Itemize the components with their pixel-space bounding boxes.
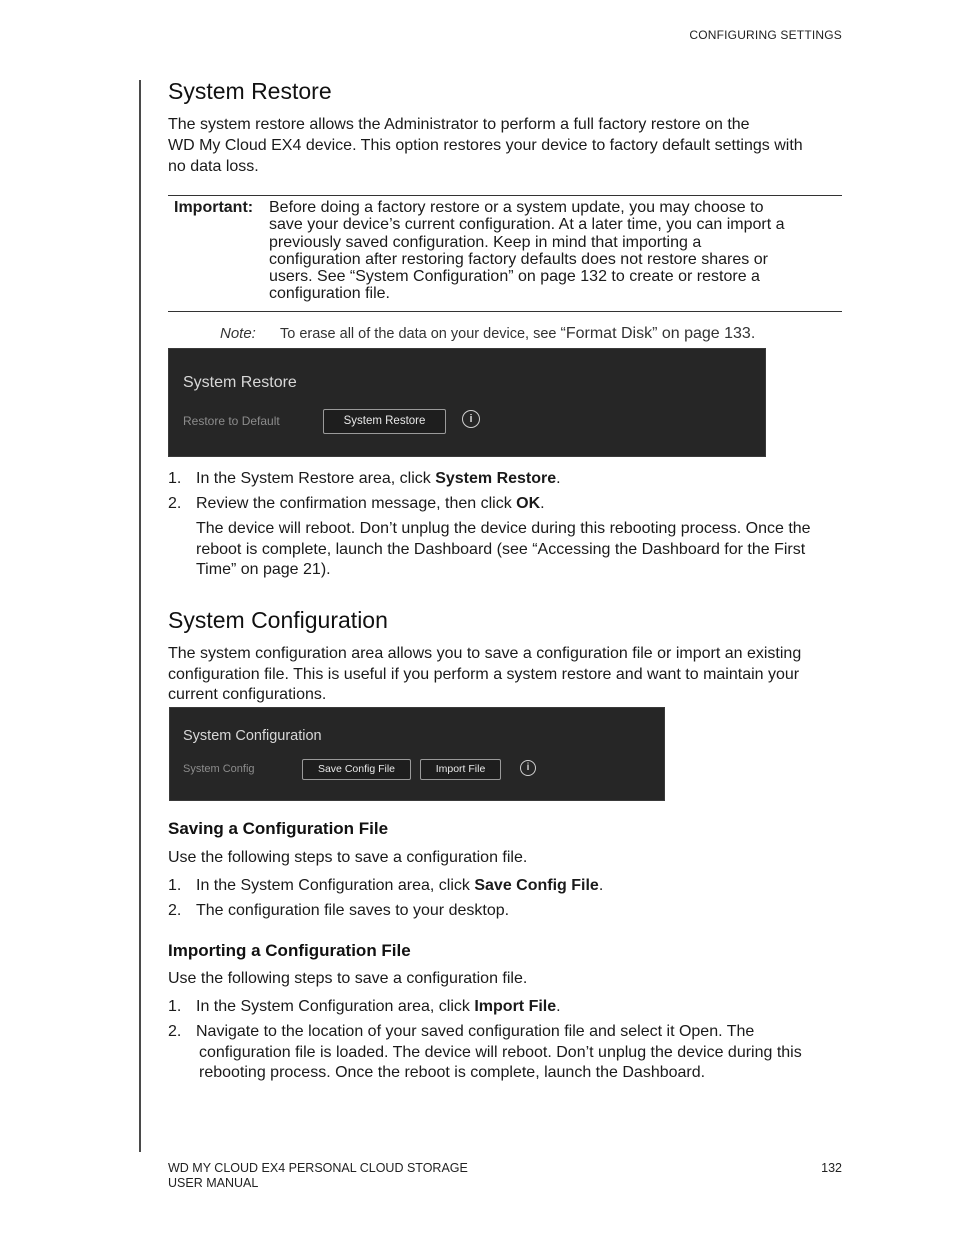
info-icon[interactable]: i — [520, 760, 536, 776]
important-text — [269, 199, 839, 303]
footer-line: WD MY CLOUD EX4 PERSONAL CLOUD STORAGE — [168, 1161, 468, 1175]
important-callout — [168, 195, 842, 312]
step-number: 2. — [168, 495, 182, 512]
step-text-plain: In the System Configuration area, click — [196, 998, 475, 1015]
step-number: 1. — [168, 877, 182, 894]
running-head: CONFIGURING SETTINGS — [689, 28, 842, 42]
step-text — [196, 997, 844, 1018]
step-text-plain: In the System Restore area, click — [196, 470, 436, 487]
restore-intro — [168, 115, 844, 178]
step-text-plain: . — [556, 998, 561, 1015]
important-line: save your device’s current configuration. At a later time, you can import a — [269, 216, 785, 234]
step-text-bold: Import File — [474, 998, 557, 1015]
reboot-line: reboot is complete, launch the Dashboard (see “Accessing the Dashboard for the First — [196, 540, 806, 558]
restore-intro-line: WD My Cloud EX4 device. This option restores your device to factory default settings with — [168, 136, 803, 154]
reboot-paragraph — [196, 519, 844, 581]
list-item — [168, 901, 844, 923]
list-item — [168, 494, 844, 516]
reboot-line: The device will reboot. Don’t unplug the device during this rebooting process. Once the — [196, 520, 811, 537]
footer-title — [168, 1161, 468, 1190]
step-text — [196, 1022, 844, 1084]
important-label: Important: — [174, 199, 254, 216]
step-text — [196, 469, 844, 490]
note-label: Note: — [220, 325, 256, 342]
important-line: Before doing a factory restore or a system update, you may choose to — [269, 199, 764, 216]
important-line: users. See “System Configuration” on page 132 to create or restore a — [269, 268, 760, 286]
step-number: 1. — [168, 998, 182, 1015]
system-restore-button[interactable]: System Restore — [323, 409, 446, 434]
step-text-plain: In the System Configuration area, click — [196, 877, 475, 894]
step-text-bold: System Restore — [435, 470, 557, 487]
important-line: configuration file. — [269, 285, 390, 303]
step-text-bold: OK — [516, 495, 541, 512]
config-intro-line: current configurations. — [168, 686, 327, 703]
list-item — [168, 876, 844, 898]
panel-title: System Configuration — [183, 728, 322, 744]
config-intro-line: The system configuration area allows you to save a configuration file or import an existing — [168, 645, 802, 662]
page-number: 132 — [821, 1161, 842, 1175]
step-text: The configuration file saves to your desktop. — [196, 902, 510, 919]
section-title-system-restore: System Restore — [168, 78, 332, 104]
step-text-plain: . — [540, 495, 545, 512]
reboot-line: Time” on page 21). — [196, 561, 331, 578]
step-text — [196, 876, 844, 897]
margin-rule — [139, 80, 141, 1152]
note-link-format-disk[interactable]: “Format Disk” on page 133. — [560, 325, 756, 342]
restore-intro-line: The system restore allows the Administrator to perform a full factory restore on the — [168, 116, 750, 133]
note-text-main: To erase all of the data on your device, see — [280, 326, 561, 342]
step-line: Navigate to the location of your saved configuration file and select it Open. The — [196, 1023, 755, 1040]
step-text-plain: . — [598, 877, 604, 894]
step-number: 2. — [168, 902, 182, 919]
important-line: configuration after restoring factory defaults does not restore shares or — [269, 250, 768, 268]
import-file-button[interactable]: Import File — [420, 759, 501, 780]
importing-intro: Use the following steps to save a configuration file. — [168, 970, 528, 987]
system-restore-panel — [168, 348, 766, 457]
step-number: 2. — [168, 1023, 182, 1040]
step-line: rebooting process. Once the reboot is complete, launch the Dashboard. — [199, 1064, 706, 1081]
note-text — [280, 325, 755, 343]
system-config-label: System Config — [183, 763, 255, 775]
panel-title: System Restore — [183, 374, 297, 391]
config-intro — [168, 644, 844, 706]
step-number: 1. — [168, 470, 182, 487]
importing-heading: Importing a Configuration File — [168, 941, 411, 960]
list-item — [168, 1022, 844, 1086]
step-text — [196, 494, 844, 515]
restore-intro-line: no data loss. — [168, 158, 259, 175]
step-text-bold: Save Config File — [474, 877, 599, 894]
saving-heading: Saving a Configuration File — [168, 819, 389, 838]
save-config-file-button[interactable]: Save Config File — [302, 759, 411, 780]
important-line: previously saved configuration. Keep in mind that importing a — [269, 233, 702, 251]
section-title-system-configuration: System Configuration — [168, 607, 388, 633]
system-configuration-panel — [169, 707, 665, 801]
restore-to-default-label: Restore to Default — [183, 414, 280, 428]
info-icon[interactable]: i — [462, 410, 480, 428]
list-item — [168, 997, 844, 1019]
step-text-plain: . — [556, 470, 561, 487]
saving-intro: Use the following steps to save a configuration file. — [168, 849, 528, 866]
footer-line: USER MANUAL — [168, 1176, 259, 1190]
step-text-plain: Review the confirmation message, then click — [196, 495, 517, 512]
step-line: configuration file is loaded. The device will reboot. Don’t unplug the device during this — [199, 1043, 802, 1061]
config-intro-line: configuration file. This is useful if you perform a system restore and want to maintain your — [168, 665, 800, 683]
list-item — [168, 469, 844, 491]
